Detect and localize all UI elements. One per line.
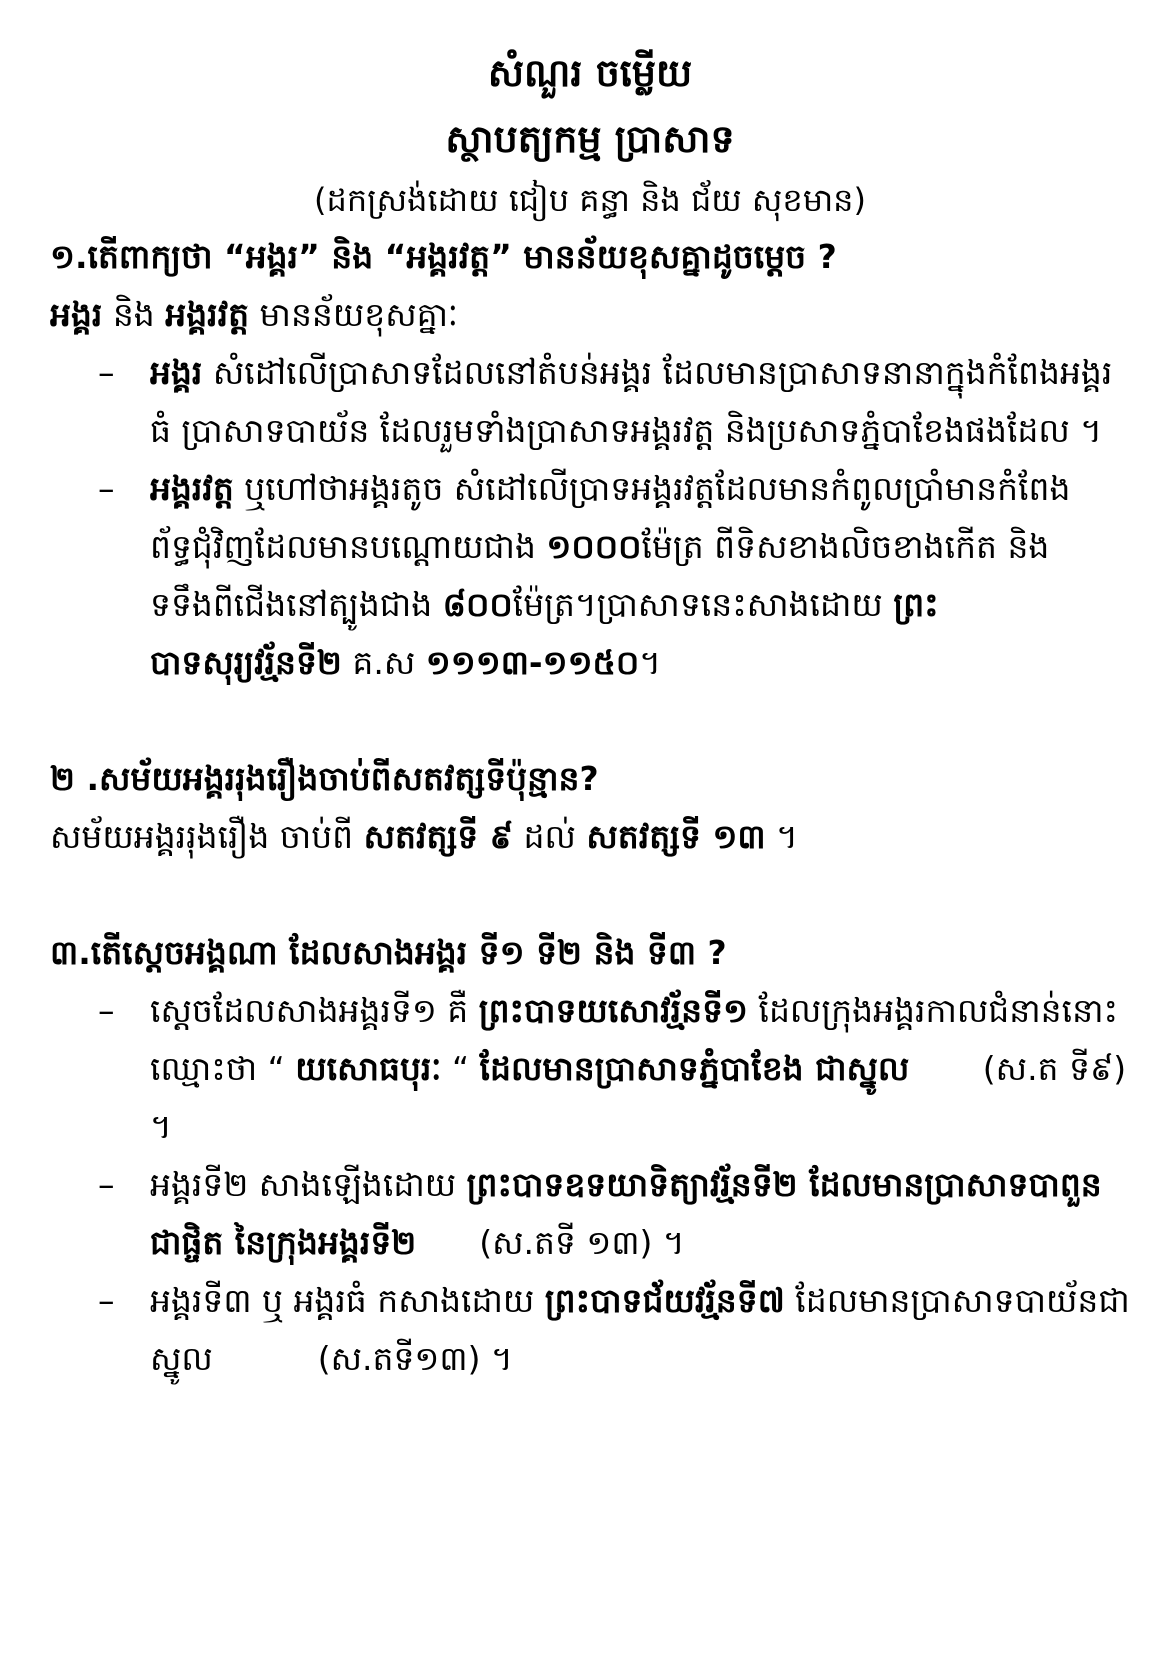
list-item (50, 344, 1130, 460)
document-title: សំណួរ ចម្លើយ (487, 51, 693, 95)
bullet-number: ៨០០ (442, 585, 513, 624)
bullet-text: ឬហៅថាអង្គរតូច សំដៅលើប្រាទអង្គរវត្តដែលមានកំពូលប្រាំមានកំពែងព័ទ្ធជុំវិញដែលមានបណ្តោយជាង (150, 469, 1071, 566)
document-subtitle: ស្ថាបត្យកម្ម ប្រាសាទ (445, 117, 735, 161)
question-1: ១.តើពាក្យថា “អង្គរ” និង “អង្គរវត្ត” មានន័យខុសគ្នាដូចម្តេច ? (50, 237, 837, 276)
list-item (50, 1272, 1130, 1388)
question-2: ២ .សម័យអង្គររុងរឿងចាប់ពីសតវត្សទីប៉ុន្មាន? (50, 759, 599, 798)
bullet-text: ស្តេចដែលសាងអង្គរទី១ គឺ (150, 991, 479, 1030)
bullet-text: អង្គរទី៣ ឬ អង្គរធំ កសាងដោយ (150, 1281, 545, 1320)
bullet-king: ព្រះបាទយសោវរ្ម័នទី១ (478, 991, 749, 1030)
bullet-century: (ស.តទី ១៣) (416, 1223, 653, 1262)
bullet-end: ។ (150, 1107, 172, 1146)
question-3: ៣.តើស្តេចអង្គណា ដែលសាងអង្គរ ទី១ ទី២ និង ទី៣ ? (50, 933, 727, 972)
bullet-dash: – (98, 1281, 115, 1320)
document-page (50, 40, 1130, 1388)
bullet-text: “ (441, 1049, 480, 1088)
bullet-king: ព្រះបាទជ័យវរ្ម័នទី៧ (544, 1281, 785, 1320)
bullet-dash: – (98, 1165, 115, 1204)
bullet-king: ព្រះបាទសុរ្យវរ្ម័នទី២ (150, 585, 939, 682)
answer-1-list (50, 344, 1130, 692)
bullet-century: (ស.ត ទី៩) (909, 1049, 1127, 1088)
bullet-term: អង្គរវត្ត (150, 469, 234, 508)
answer-2-century-start: សតវត្សទី ៩ (363, 817, 514, 856)
bullet-century: (ស.តទី១៣) (212, 1339, 481, 1378)
list-item (50, 982, 1130, 1156)
bullet-text: ម៉ែត្រ ពីទិសខាងលិចខាងកើត និងទទឹងពីជើងនៅត្បូងជាង (150, 527, 1050, 624)
answer-3-list (50, 982, 1130, 1388)
spacer (50, 866, 1130, 924)
term-angkor-wat: អង្គរវត្ត (165, 295, 250, 334)
bullet-text: គ.ស (341, 643, 426, 682)
answer-1-intro (50, 286, 1130, 344)
bullet-text: ម៉ែត្រ។ប្រាសាទនេះសាងដោយ (512, 585, 894, 624)
answer-1-and: និង (102, 295, 166, 334)
spacer (50, 692, 1130, 750)
answer-1-rest: មានន័យខុសគ្នាៈ (249, 295, 459, 334)
bullet-text: សំដៅលើប្រាសាទដែលនៅតំបន់អង្គរ ដែលមានប្រាសាទនានាក្នុងកំពែងអង្គរធំ ប្រាសាទបាយ័ន ដែលរួមទាំងប្រាសាទអង្គរវត្ត និងប្រសាទភ្នំបាខែងផងដែល ។ (150, 353, 1113, 450)
bullet-end: ។ (639, 643, 662, 682)
bullet-temple: ដែលមានប្រាសាទភ្នំបាខែង ជាស្នូល (479, 1049, 910, 1088)
bullet-dash: – (98, 353, 115, 392)
document-credit: (ដកស្រង់ដោយ ជៀប គន្ធា និង ជ័យ សុខមាន) (314, 181, 866, 219)
bullet-end: ។ (652, 1223, 685, 1262)
list-item (50, 460, 1130, 692)
answer-2-text: សម័យអង្គររុងរឿង ចាប់ពី (50, 817, 364, 856)
bullet-term: អង្គរ (150, 353, 203, 392)
bullet-text: អង្គរទី២ សាងឡើងដោយ (150, 1165, 467, 1204)
answer-2-to: ដល់ (513, 817, 587, 856)
bullet-city: យសោធបុរៈ (295, 1049, 442, 1088)
bullet-number: ១០០០ (546, 527, 642, 566)
bullet-text: ដែលក្រុងអង្គរកាលជំនាន់នោះឈ្មោះថា “ (150, 991, 1118, 1088)
answer-2-century-end: សតវត្សទី ១៣ (586, 817, 766, 856)
answer-2 (50, 808, 1130, 866)
bullet-dash: – (98, 469, 115, 508)
list-item (50, 1156, 1130, 1272)
term-angkor: អង្គរ (50, 295, 103, 334)
bullet-end: ។ (480, 1339, 513, 1378)
answer-2-end: ។ (765, 817, 798, 856)
bullet-text: ដែលមានប្រាសាទបាយ័នជាស្នូល (150, 1281, 1130, 1378)
bullet-years: ១១១៣-១១៥០ (425, 643, 640, 682)
bullet-king: ព្រះបាទឧទយាទិត្យាវរ្ម័នទី២ ដែលមានប្រាសាទបាពួន ជាផ្ចិត នៃក្រុងអង្គរទី២ (150, 1165, 1102, 1262)
bullet-dash: – (98, 991, 115, 1030)
